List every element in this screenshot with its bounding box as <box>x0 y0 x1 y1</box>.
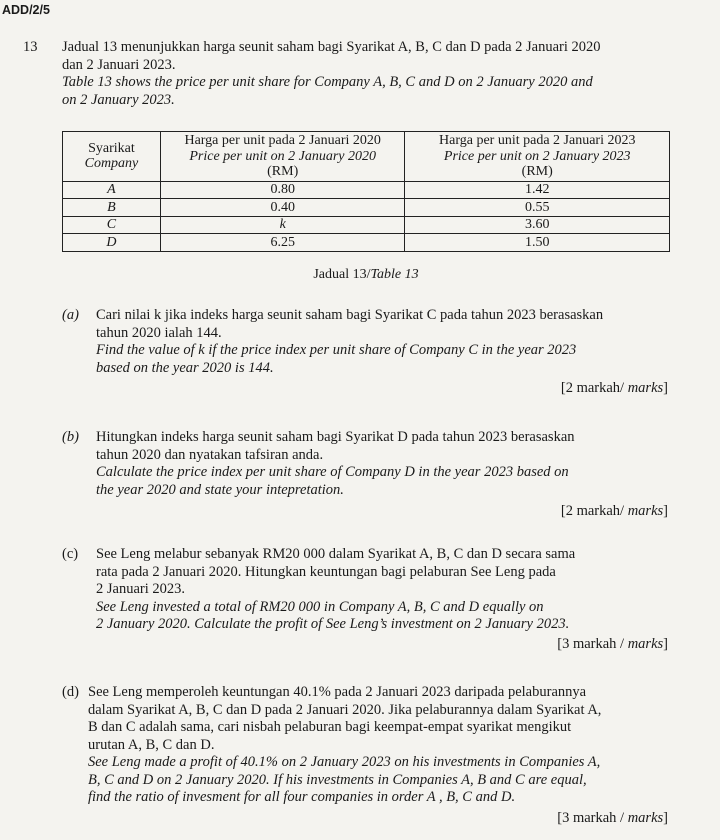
cell-price-2023: 3.60 <box>405 216 670 234</box>
part-b-malay-line: tahun 2020 dan nyatakan tafsiran anda. <box>96 446 324 463</box>
part-c-marks: [3 markah / marks] <box>557 636 668 652</box>
part-d-marks: [3 markah / marks] <box>557 810 668 826</box>
cell-price-2023: 1.50 <box>405 234 670 252</box>
part-c-text <box>96 546 686 634</box>
paper-code: ADD/2/5 <box>2 3 50 17</box>
cell-price-2023: 1.42 <box>405 181 670 199</box>
part-d-malay-line: dalam Syarikat A, B, C dan D pada 2 Januari 2020. Jika pelaburannya dalam Syarikat A, <box>88 701 602 718</box>
intro-malay-line: dan 2 Januari 2023. <box>62 56 176 73</box>
cell-price-2020: k <box>160 216 405 234</box>
table-caption: Jadual 13/Table 13 <box>313 267 419 282</box>
part-d-malay-line: B dan C adalah sama, cari nisbah pelaburan bagi keempat-empat syarikat mengikut <box>88 719 572 735</box>
table-row <box>63 234 670 252</box>
part-d-english-line: B, C and D on 2 January 2020. If his investments in Companies A, B and C are equal, <box>88 771 587 788</box>
cell-company: B <box>63 199 161 217</box>
table-row <box>63 216 670 234</box>
part-b-malay-line: Hitungkan indeks harga seunit saham bagi Syarikat D pada tahun 2023 berasaskan <box>96 429 575 445</box>
part-d-english-line: See Leng made a profit of 40.1% on 2 January 2023 on his investments in Companies A, <box>88 754 601 770</box>
cell-company: A <box>63 181 161 199</box>
part-a-label: (a) <box>62 307 79 323</box>
part-a-malay-line: Cari nilai k jika indeks harga seunit saham bagi Syarikat C pada tahun 2023 berasaskan <box>96 307 604 323</box>
part-d-label: (d) <box>62 684 79 700</box>
part-b-marks: [2 markah/ marks] <box>560 503 668 519</box>
part-a-text <box>96 307 686 377</box>
cell-company: C <box>63 216 161 234</box>
table-header-row <box>63 132 670 182</box>
part-d-text <box>88 684 688 807</box>
part-c-malay-line: rata pada 2 Januari 2020. Hitungkan keuntungan bagi pelaburan See Leng pada <box>96 563 556 580</box>
part-a-english-line: Find the value of k if the price index per unit share of Company C in the year 2023 <box>96 342 577 358</box>
cell-price-2020: 6.25 <box>160 234 405 252</box>
part-c-malay-line: See Leng melabur sebanyak RM20 000 dalam Syarikat A, B, C dan D secara sama <box>96 546 576 562</box>
table-row <box>63 199 670 217</box>
header-company: Syarikat Company <box>63 132 161 182</box>
table-row <box>63 181 670 199</box>
part-a-marks: [2 markah/ marks] <box>560 380 668 396</box>
part-a-english-line: based on the year 2020 is 144. <box>96 359 274 376</box>
part-b-english-line: Calculate the price index per unit share of Company D in the year 2023 based on <box>96 464 569 480</box>
question-number: 13 <box>23 39 38 55</box>
header-price-2020: Harga per unit pada 2 Januari 2020 Price per unit on 2 January 2020 (RM) <box>160 132 405 182</box>
part-d-english-line: find the ratio of invesment for all four companies in order A , B, C and D. <box>88 789 516 805</box>
intro-english-line: on 2 January 2023. <box>62 91 175 108</box>
price-table <box>62 131 670 252</box>
cell-price-2023: 0.55 <box>405 199 670 217</box>
part-d-malay-line: See Leng memperoleh keuntungan 40.1% pada 2 Januari 2023 daripada pelaburannya <box>88 684 587 700</box>
part-b-text <box>96 429 686 499</box>
part-c-malay-line: 2 Januari 2023. <box>96 581 185 597</box>
part-d-malay-line: urutan A, B, C dan D. <box>88 736 215 753</box>
intro-malay-line: Jadual 13 menunjukkan harga seunit saham bagi Syarikat A, B, C dan D pada 2 Januari 2020 <box>62 39 601 55</box>
cell-price-2020: 0.40 <box>160 199 405 217</box>
part-b-english-line: the year 2020 and state your intepretation. <box>96 481 344 498</box>
part-c-english-line: See Leng invested a total of RM20 000 in Company A, B, C and D equally on <box>96 598 544 615</box>
intro-text <box>62 39 682 109</box>
part-c-english-line: 2 January 2020. Calculate the profit of See Leng’s investment on 2 January 2023. <box>96 616 570 632</box>
intro-english-line: Table 13 shows the price per unit share for Company A, B, C and D on 2 January 2020 and <box>62 74 593 90</box>
part-b-label: (b) <box>62 429 79 445</box>
cell-company: D <box>63 234 161 252</box>
header-price-2023: Harga per unit pada 2 Januari 2023 Price per unit on 2 January 2023 (RM) <box>405 132 670 182</box>
part-a-malay-line: tahun 2020 ialah 144. <box>96 324 222 341</box>
part-c-label: (c) <box>62 546 79 562</box>
cell-price-2020: 0.80 <box>160 181 405 199</box>
